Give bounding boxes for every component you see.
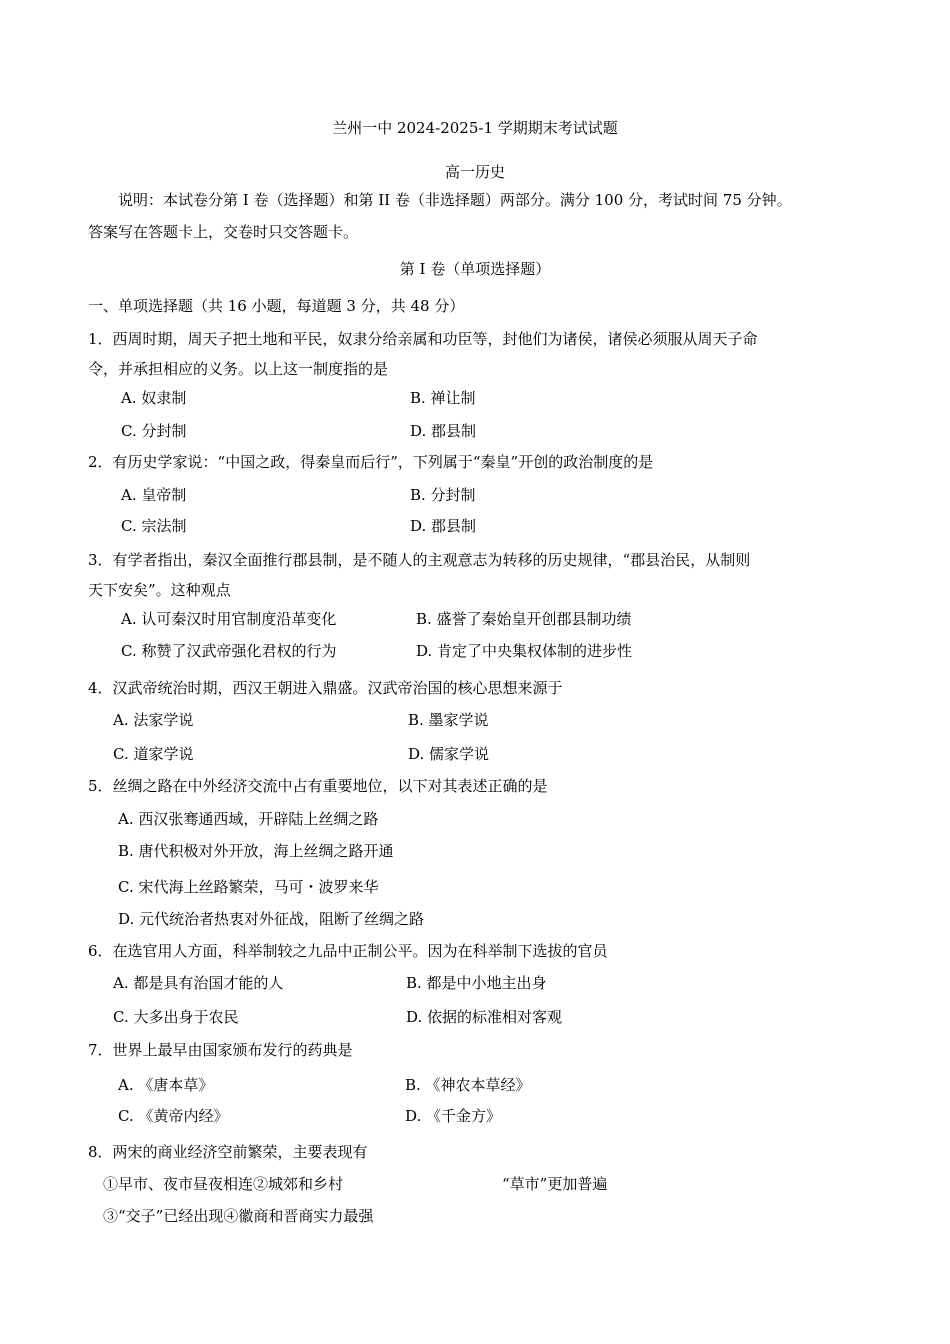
question-5-option-a: A. 西汉张骞通西域，开辟陆上丝绸之路 <box>118 810 379 828</box>
exam-subject: 高一历史 <box>444 163 505 181</box>
question-6-stem: 6．在选官用人方面，科举制较之九品中正制公平。因为在科举制下选拔的官员 <box>88 942 608 960</box>
question-8-item-1-2: ①早市、夜市昼夜相连②城郊和乡村 <box>103 1175 344 1193</box>
instructions-line-2: 答案写在答题卡上，交卷时只交答题卡。 <box>88 223 359 241</box>
question-3-option-c: C. 称赞了汉武帝强化君权的行为 <box>121 642 337 660</box>
question-7-stem: 7．世界上最早由国家颁布发行的药典是 <box>88 1041 353 1059</box>
question-8-item-3-4: ③“交子”已经出现④徽商和晋商实力最强 <box>103 1207 374 1225</box>
question-1-option-c: C. 分封制 <box>121 422 187 440</box>
question-4-option-a: A. 法家学说 <box>113 711 194 729</box>
question-7-option-b: B. 《神农本草经》 <box>405 1076 531 1094</box>
question-6-option-c: C. 大多出身于农民 <box>113 1008 239 1026</box>
question-1-option-a: A. 奴隶制 <box>121 389 187 407</box>
question-3-option-b: B. 盛誉了秦始皇开创郡县制功绩 <box>416 610 632 628</box>
question-7-option-d: D. 《千金方》 <box>405 1107 502 1125</box>
question-7-option-c: C. 《黄帝内经》 <box>118 1107 229 1125</box>
question-6-option-b: B. 都是中小地主出身 <box>406 974 547 992</box>
question-8-item-2-continued: “草市”更加普遍 <box>502 1175 608 1193</box>
question-5-option-b: B. 唐代积极对外开放，海上丝绸之路开通 <box>118 842 394 860</box>
question-1-stem-line-2: 令，并承担相应的义务。以上这一制度指的是 <box>88 360 389 378</box>
instructions-line-1: 说明：本试卷分第 I 卷（选择题）和第 II 卷（非选择题）两部分。满分 100 分，考试时间 75 分钟。 <box>118 191 792 209</box>
question-4-option-c: C. 道家学说 <box>113 745 194 763</box>
question-1-option-b: B. 禅让制 <box>410 389 476 407</box>
question-3-option-a: A. 认可秦汉时用官制度沿革变化 <box>121 610 337 628</box>
question-3-stem-line-1: 3．有学者指出，秦汉全面推行郡县制，是不随人的主观意志为转移的历史规律，“郡县治民，从制则 <box>88 551 751 569</box>
question-3-stem-line-2: 天下安矣”。这种观点 <box>88 581 231 599</box>
question-6-option-a: A. 都是具有治国才能的人 <box>113 974 284 992</box>
question-2-option-c: C. 宗法制 <box>121 517 187 535</box>
question-3-option-d: D. 肯定了中央集权体制的进步性 <box>416 642 633 660</box>
question-4-stem: 4．汉武帝统治时期，西汉王朝进入鼎盛。汉武帝治国的核心思想来源于 <box>88 679 563 697</box>
question-6-option-d: D. 依据的标准相对客观 <box>406 1008 563 1026</box>
question-7-option-a: A. 《唐本草》 <box>118 1076 214 1094</box>
question-5-option-c: C. 宋代海上丝路繁荣，马可・波罗来华 <box>118 878 379 896</box>
question-1-option-d: D. 郡县制 <box>410 422 477 440</box>
question-5-option-d: D. 元代统治者热衷对外征战，阻断了丝绸之路 <box>118 910 425 928</box>
question-8-stem: 8．两宋的商业经济空前繁荣，主要表现有 <box>88 1143 368 1161</box>
question-4-option-d: D. 儒家学说 <box>408 745 490 763</box>
question-5-stem: 5．丝绸之路在中外经济交流中占有重要地位，以下对其表述正确的是 <box>88 777 548 795</box>
volume-title: 第 I 卷（单项选择题） <box>399 260 551 278</box>
question-1-stem-line-1: 1．西周时期，周天子把土地和平民，奴隶分给亲属和功臣等，封他们为诸侯，诸侯必须服从周天子命 <box>88 330 758 348</box>
exam-title: 兰州一中 2024-2025-1 学期期末考试试题 <box>332 119 618 137</box>
section-title: 一、单项选择题（共 16 小题，每道题 3 分，共 48 分） <box>88 297 465 315</box>
question-2-option-b: B. 分封制 <box>410 486 476 504</box>
question-2-option-d: D. 郡县制 <box>410 517 477 535</box>
question-2-option-a: A. 皇帝制 <box>121 486 187 504</box>
question-4-option-b: B. 墨家学说 <box>408 711 489 729</box>
question-2-stem: 2．有历史学家说：“中国之政，得秦皇而后行”，下列属于“秦皇”开创的政治制度的是 <box>88 453 654 471</box>
